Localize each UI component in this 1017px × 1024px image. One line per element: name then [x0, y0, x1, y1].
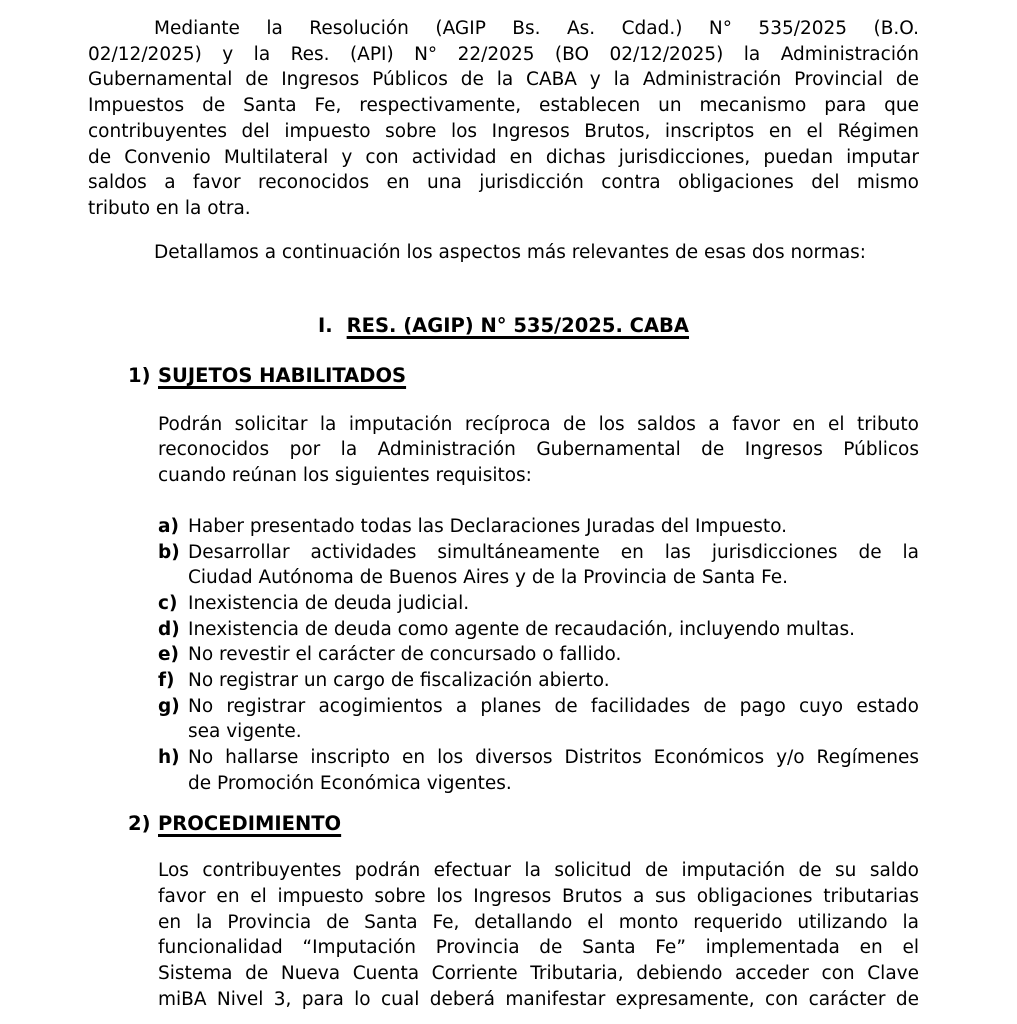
paragraph-line: tributo en la otra.: [88, 197, 251, 219]
section-2-heading: [128, 811, 919, 837]
section-number: 1): [128, 364, 151, 388]
item-letter: g): [158, 695, 180, 717]
list-item: [158, 540, 919, 591]
list-item: [158, 745, 919, 796]
item-text: [188, 514, 919, 540]
item-text: [188, 642, 919, 668]
paragraph-line: funcionalidad “Imputación Provincia de Santa Fe” implementada en el: [158, 937, 919, 959]
paragraph-line: cuando reúnan los siguientes requisitos:: [158, 465, 532, 487]
item-letter: d): [158, 618, 180, 640]
item-letter: c): [158, 592, 178, 614]
requirements-list: [158, 514, 919, 797]
section-title: PROCEDIMIENTO: [158, 811, 342, 835]
paragraph-line: No registrar acogimientos a planes de facilidades de pago cuyo estado: [188, 695, 919, 717]
paragraph-line: contribuyentes del impuesto sobre los Ingresos Brutos, inscriptos en el Régimen: [88, 120, 919, 142]
paragraph-line: de Convenio Multilateral y con actividad en dichas jurisdicciones, puedan imputar: [88, 146, 919, 168]
paragraph-line: Impuestos de Santa Fe, respectivamente, establecen un mecanismo para que: [88, 95, 919, 117]
section-2-paragraph: [158, 858, 919, 1012]
item-text: [188, 591, 919, 617]
paragraph-line: sea vigente.: [188, 721, 302, 743]
main-heading: [88, 313, 919, 339]
paragraph-line: Ciudad Autónoma de Buenos Aires y de la Provincia de Santa Fe.: [188, 567, 789, 589]
section-title: SUJETOS HABILITADOS: [158, 364, 407, 388]
item-letter: h): [158, 747, 180, 769]
section-number: 2): [128, 811, 151, 835]
paragraph-line: reconocidos por la Administración Gubernamental de Ingresos Públicos: [158, 439, 919, 461]
paragraph-line: 02/12/2025) y la Res. (API) N° 22/2025 (BO 02/12/2025) la Administración: [88, 43, 919, 65]
main-heading-numeral: I.: [317, 314, 333, 338]
item-letter: e): [158, 644, 180, 666]
paragraph-line: en la Provincia de Santa Fe, detallando el monto requerido utilizando la: [158, 911, 919, 933]
item-text: [188, 694, 919, 745]
item-text: [188, 668, 919, 694]
paragraph-line: Desarrollar actividades simultáneamente en las jurisdicciones de la: [188, 541, 919, 563]
paragraph-line: Detallamos a continuación los aspectos más relevantes de esas dos normas:: [154, 241, 867, 263]
section-1-paragraph: [158, 412, 919, 489]
item-letter: f): [158, 670, 175, 692]
list-item: [158, 591, 919, 617]
list-item: [158, 642, 919, 668]
item-text: [188, 540, 919, 591]
detail-paragraph: [88, 240, 919, 266]
list-item: [158, 668, 919, 694]
paragraph-line: No hallarse inscripto en los diversos Distritos Económicos y/o Regímenes: [188, 747, 919, 769]
item-text: [188, 617, 919, 643]
paragraph-line: Inexistencia de deuda judicial.: [188, 592, 470, 614]
item-text: [188, 745, 919, 796]
paragraph-line: Podrán solicitar la imputación recíproca de los saldos a favor en el tributo: [158, 413, 919, 435]
list-item: [158, 694, 919, 745]
paragraph-line: No revestir el carácter de concursado o fallido.: [188, 644, 622, 666]
item-letter: b): [158, 541, 180, 563]
list-item: [158, 514, 919, 540]
paragraph-line: Los contribuyentes podrán efectuar la solicitud de imputación de su saldo: [158, 860, 919, 882]
main-heading-title: RES. (AGIP) N° 535/2025. CABA: [346, 314, 690, 338]
paragraph-line: miBA Nivel 3, para lo cual deberá manifestar expresamente, con carácter de: [158, 988, 919, 1010]
item-letter: a): [158, 515, 179, 537]
paragraph-line: saldos a favor reconocidos en una jurisdicción contra obligaciones del mismo: [88, 172, 919, 194]
intro-paragraph: [88, 16, 919, 222]
paragraph-line: Haber presentado todas las Declaraciones Juradas del Impuesto.: [188, 515, 788, 537]
paragraph-line: Inexistencia de deuda como agente de recaudación, incluyendo multas.: [188, 618, 855, 640]
paragraph-line: favor en el impuesto sobre los Ingresos Brutos a sus obligaciones tributarias: [158, 885, 919, 907]
section-1-heading: [128, 363, 919, 389]
paragraph-line: Mediante la Resolución (AGIP Bs. As. Cdad.) N° 535/2025 (B.O.: [154, 18, 919, 39]
paragraph-line: Gubernamental de Ingresos Públicos de la CABA y la Administración Provincial de: [88, 69, 919, 91]
paragraph-line: No registrar un cargo de fiscalización abierto.: [188, 670, 610, 692]
list-item: [158, 617, 919, 643]
paragraph-line: de Promoción Económica vigentes.: [188, 772, 512, 794]
paragraph-line: Sistema de Nueva Cuenta Corriente Tributaria, debiendo acceder con Clave: [158, 963, 919, 985]
